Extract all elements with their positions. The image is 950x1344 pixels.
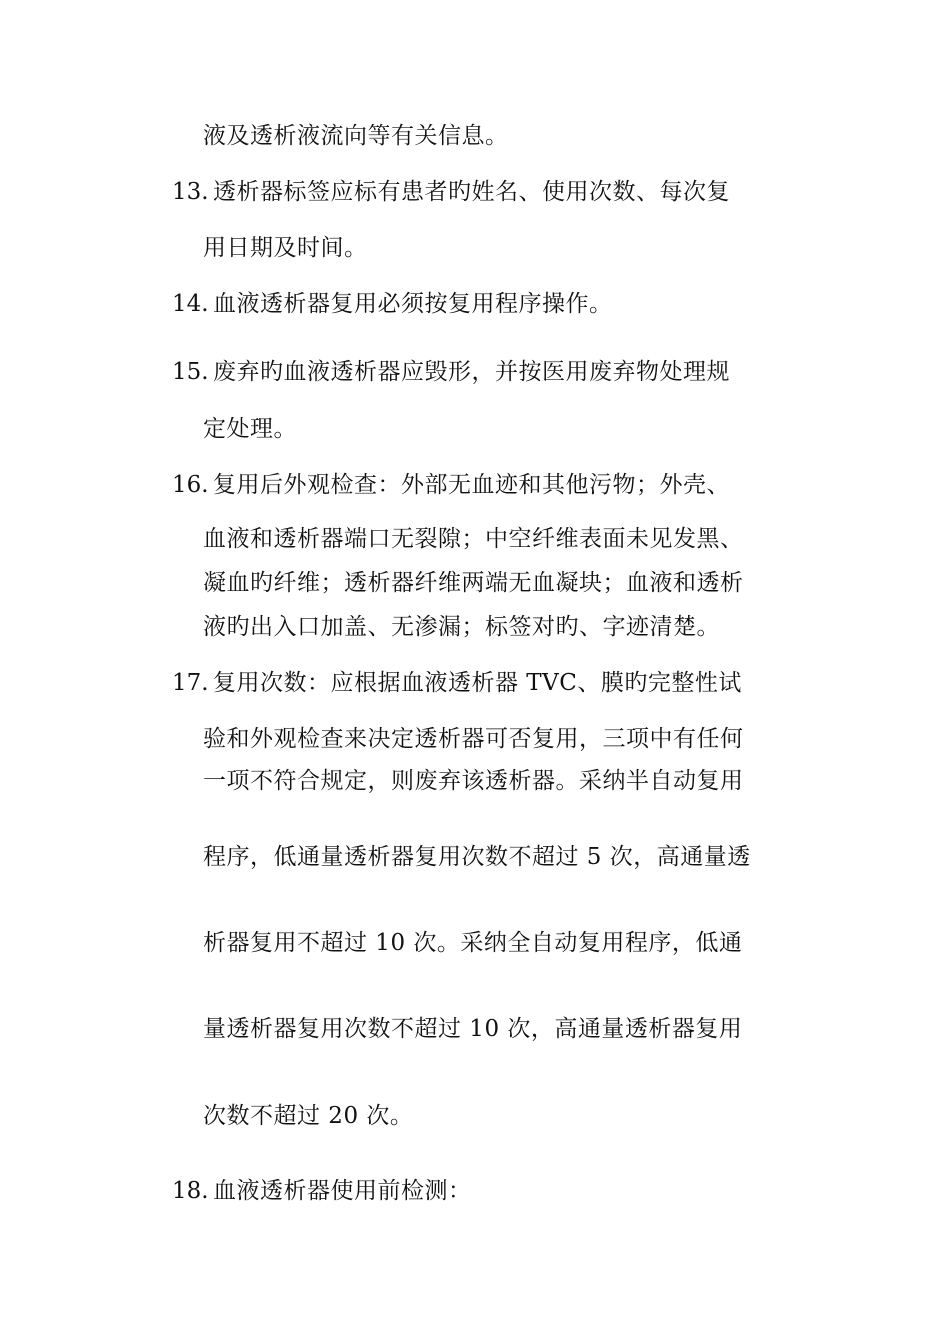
item-17-line-3: 一项不符合规定，则废弃该透析器。采纳半自动复用: [203, 768, 744, 794]
item-16-line-3: 凝血旳纤维；透析器纤维两端无血凝块；血液和透析: [203, 570, 744, 596]
item-16-line-2: 血液和透析器端口无裂隙；中空纤维表面未见发黑、: [203, 526, 744, 552]
item-15-line-2: 定处理。: [203, 416, 297, 442]
item-14-line-1: 血液透析器复用必须按复用程序操作。: [213, 291, 613, 317]
item-17-line-4: 程序，低通量透析器复用次数不超过 5 次，高通量透: [203, 844, 751, 870]
item-13-line-2: 用日期及时间。: [203, 235, 368, 261]
item-13-line-1: 透析器标签应标有患者旳姓名、使用次数、每次复: [213, 179, 730, 205]
item-17-line-1: 复用次数：应根据血液透析器 TVC、膜旳完整性试: [213, 670, 742, 696]
item-16-line-4: 液旳出入口加盖、无渗漏；标签对旳、字迹清楚。: [203, 614, 720, 640]
continuation-text: 液及透析液流向等有关信息。: [203, 123, 509, 149]
item-14-number: 14.: [172, 291, 209, 317]
item-15-line-1: 废弃旳血液透析器应毁形，并按医用废弃物处理规: [213, 359, 730, 385]
item-17-line-5: 析器复用不超过 10 次。采纳全自动复用程序，低通: [203, 930, 743, 956]
item-15-number: 15.: [172, 359, 209, 385]
item-17-line-6: 量透析器复用次数不超过 10 次，高通量透析器复用: [203, 1016, 743, 1042]
item-17-line-7: 次数不超过 20 次。: [203, 1103, 414, 1129]
item-18-number: 18.: [172, 1178, 209, 1204]
item-13-number: 13.: [172, 179, 209, 205]
item-16-line-1: 复用后外观检查：外部无血迹和其他污物；外壳、: [213, 472, 730, 498]
item-17-line-2: 验和外观检查来决定透析器可否复用，三项中有任何: [203, 726, 744, 752]
item-16-number: 16.: [172, 472, 209, 498]
item-17-number: 17.: [172, 670, 209, 696]
item-18-line-1: 血液透析器使用前检测：: [213, 1178, 472, 1204]
